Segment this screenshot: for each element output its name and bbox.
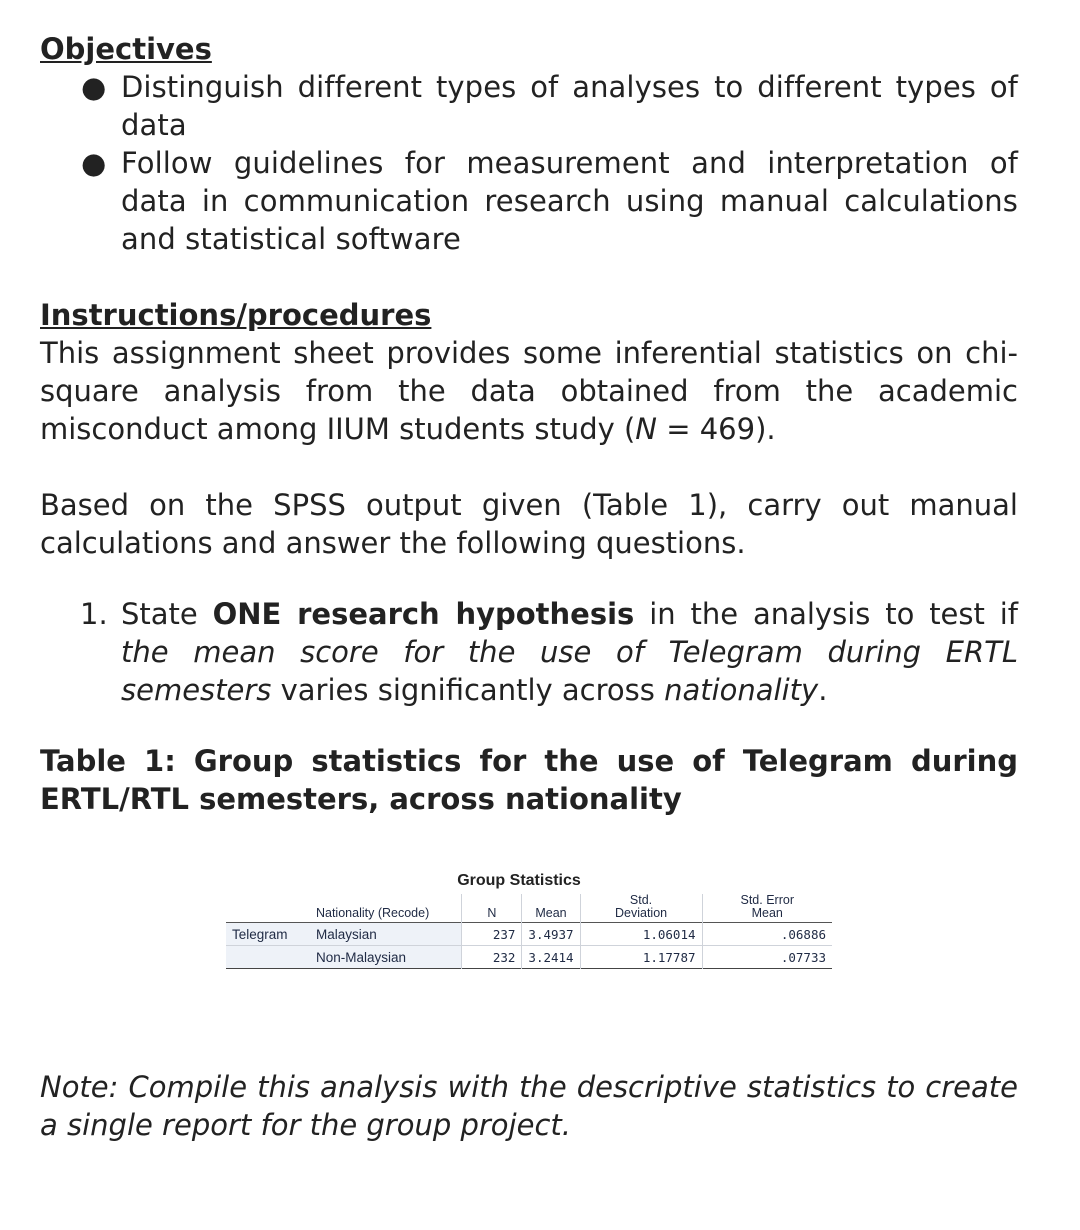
bullet-icon: ● bbox=[81, 146, 107, 180]
objective-item: ● Follow guidelines for measurement and interpretation of data in communication research using manual calculations and statistical software bbox=[81, 146, 1018, 256]
table-row bbox=[226, 923, 832, 946]
cell-se: .06886 bbox=[702, 923, 832, 946]
group-label: Non-Malaysian bbox=[310, 946, 462, 969]
cell-n: 232 bbox=[462, 946, 522, 969]
group-statistics-table bbox=[226, 868, 832, 969]
table-caption: Table 1: Group statistics for the use of Telegram during ERTL/RTL semesters, across nationality bbox=[40, 744, 1018, 816]
cell-mean: 3.2414 bbox=[522, 946, 580, 969]
table-row bbox=[226, 946, 832, 969]
cell-mean: 3.4937 bbox=[522, 923, 580, 946]
col-header-n: N bbox=[462, 894, 522, 923]
col-header-mean: Mean bbox=[522, 894, 580, 923]
objective-item: ● Distinguish different types of analyses to different types of data bbox=[81, 70, 1018, 142]
instructions-heading: Instructions/procedures bbox=[40, 298, 432, 332]
objectives-list bbox=[40, 68, 1018, 258]
table-header-row bbox=[226, 894, 832, 923]
cell-sd: 1.06014 bbox=[580, 923, 702, 946]
objectives-heading: Objectives bbox=[40, 32, 212, 66]
group-label: Malaysian bbox=[310, 923, 462, 946]
cell-se: .07733 bbox=[702, 946, 832, 969]
question-list bbox=[40, 595, 1018, 709]
assignment-sheet bbox=[40, 30, 1018, 818]
col-header-se: Std. Error Mean bbox=[702, 894, 832, 923]
col-header-sd: Std. Deviation bbox=[580, 894, 702, 923]
note-text: Note: Compile this analysis with the descriptive statistics to create a single report for the group project. bbox=[40, 1070, 1018, 1142]
variable-label: Telegram bbox=[226, 923, 310, 946]
instructions-paragraph-2: Based on the SPSS output given (Table 1), carry out manual calculations and answer the following questions. bbox=[40, 488, 1018, 560]
table-title: Group Statistics bbox=[457, 872, 581, 889]
cell-sd: 1.17787 bbox=[580, 946, 702, 969]
bullet-icon: ● bbox=[81, 70, 107, 104]
question-1: 1. State ONE research hypothesis in the analysis to test if the mean score for the use of Telegram during ERTL semesters varies significantly across nationality. bbox=[80, 597, 1019, 707]
instructions-paragraph: This assignment sheet provides some inferential statistics on chi-square analysis from the data obtained from the academic misconduct among IIUM students study (N = 469). bbox=[40, 336, 1018, 446]
cell-n: 237 bbox=[462, 923, 522, 946]
col-header-group: Nationality (Recode) bbox=[315, 906, 430, 920]
